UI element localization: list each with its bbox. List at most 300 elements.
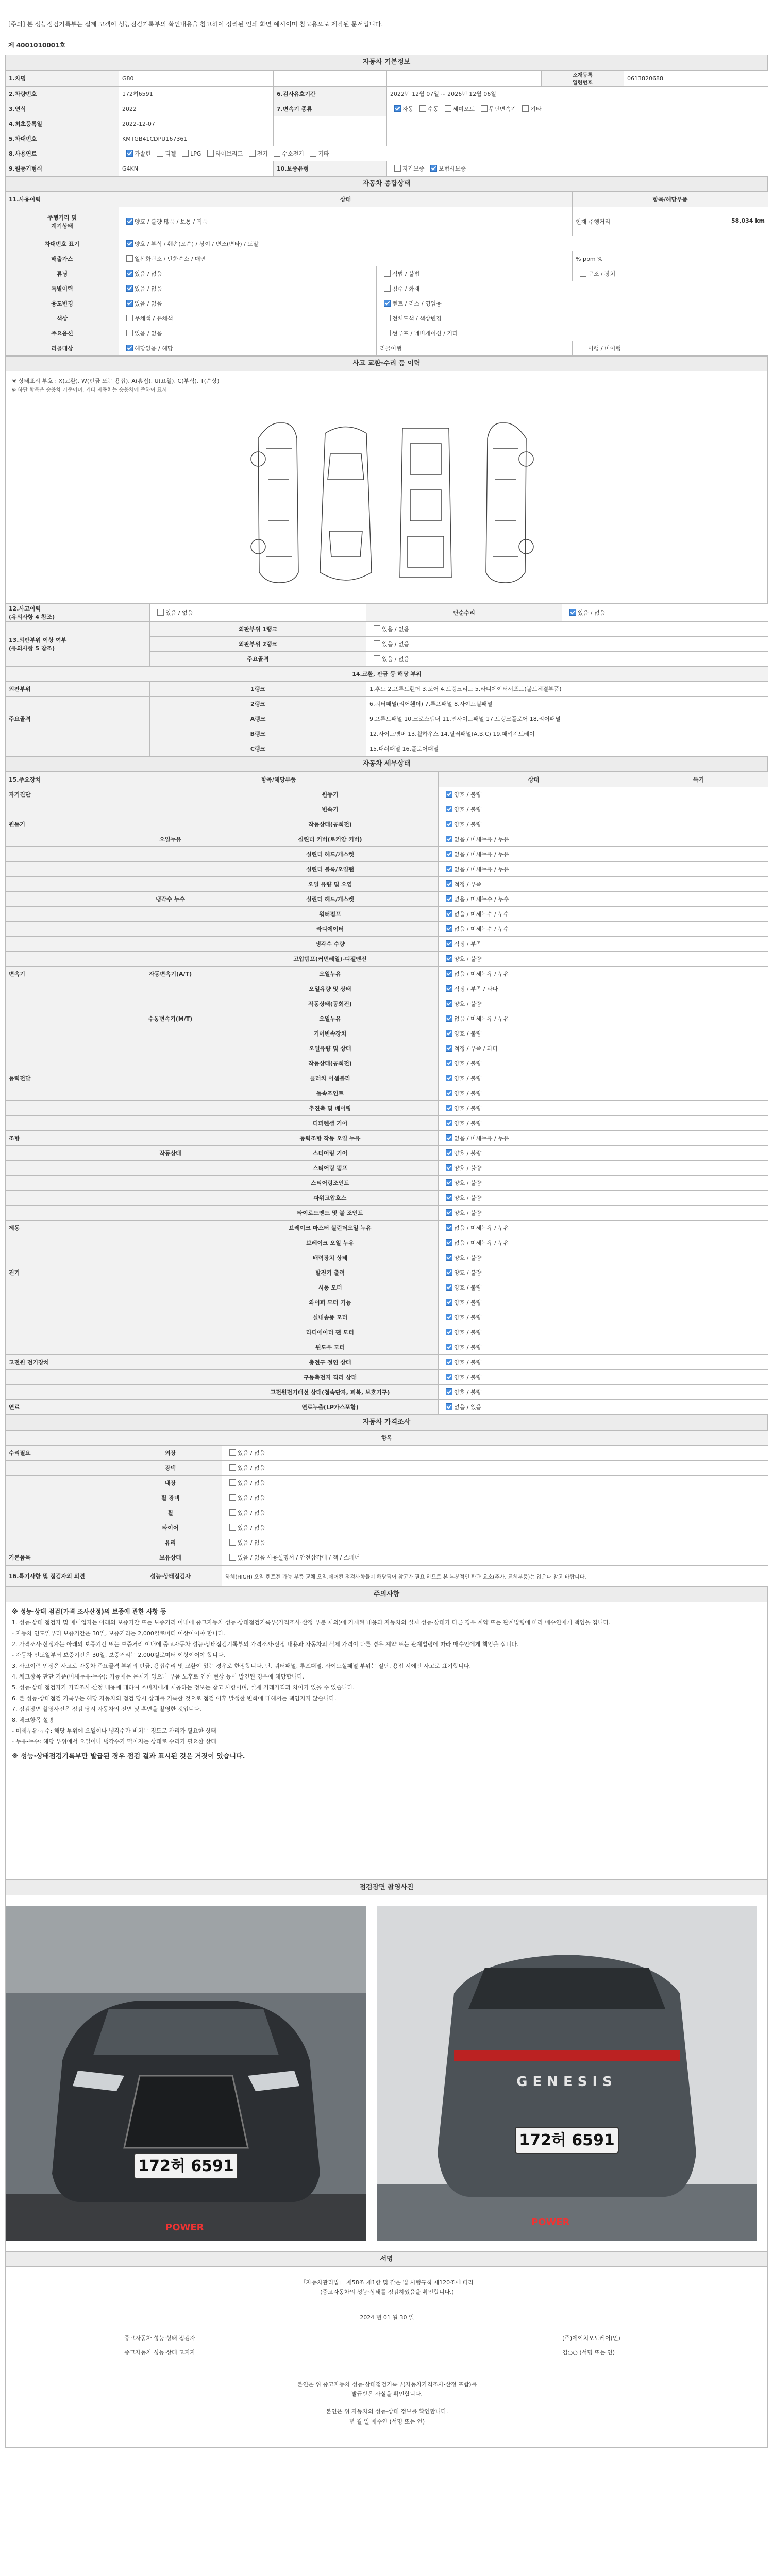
checkbox-icon[interactable] <box>446 1388 452 1395</box>
summary-table <box>5 1565 768 1587</box>
detail-head-device: 15.주요장치 <box>6 772 119 787</box>
detail-note <box>629 1235 768 1250</box>
section-sign-title: 서명 <box>5 2251 768 2267</box>
note-item: 8. 체크항목 설명 <box>12 1717 54 1723</box>
checkbox-icon[interactable] <box>446 1075 452 1081</box>
price-row <box>6 1535 768 1550</box>
section-damage-title: 사고 교환·수리 등 이력 <box>5 356 768 371</box>
opt-label: 하이브리드 <box>215 150 243 157</box>
detail-group <box>6 1011 119 1026</box>
checkbox-icon[interactable] <box>310 150 316 157</box>
checkbox-icon[interactable] <box>419 105 426 112</box>
detail-group: 연료 <box>6 1400 119 1415</box>
detail-state <box>439 1340 629 1355</box>
sign-box <box>5 2267 768 2448</box>
value-car-name: G80 <box>119 71 274 87</box>
state-text: 양호 / 불량 <box>454 1374 482 1381</box>
detail-item: 디퍼렌셜 기어 <box>222 1116 439 1131</box>
accident-state <box>150 604 366 622</box>
checkbox-icon[interactable] <box>384 270 391 277</box>
overall-head-usage: 11.사용이력 <box>6 192 119 207</box>
checkbox-icon[interactable] <box>569 609 576 616</box>
report-wrapper <box>5 0 768 2448</box>
checkbox-icon[interactable] <box>126 240 133 247</box>
detail-item: 파워고압호스 <box>222 1191 439 1206</box>
opt-label: 기타 <box>318 150 329 157</box>
checkbox-icon[interactable] <box>126 285 133 292</box>
section-notes-title: 주의사항 <box>5 1587 768 1602</box>
checkbox-icon[interactable] <box>446 1329 452 1335</box>
state-text: 없음 / 미세누유 / 누유 <box>454 1135 509 1142</box>
checkbox-icon[interactable] <box>126 300 133 307</box>
checkbox-icon[interactable] <box>207 150 214 157</box>
checkbox-icon[interactable] <box>446 1374 452 1380</box>
rank-label: 주요골격 <box>150 652 366 667</box>
checkbox-icon[interactable] <box>374 625 380 632</box>
detail-state <box>439 787 629 802</box>
detail-group <box>6 1385 119 1400</box>
checkbox-icon[interactable] <box>229 1449 236 1456</box>
detail-sub <box>119 877 222 892</box>
detail-head-note: 특기 <box>629 772 768 787</box>
checkbox-icon[interactable] <box>445 105 451 112</box>
state-text: 없음 / 미세누수 / 누수 <box>454 926 509 933</box>
checkbox-icon[interactable] <box>446 955 452 962</box>
checkbox-icon[interactable] <box>446 1403 452 1410</box>
detail-item: 시동 모터 <box>222 1280 439 1295</box>
checkbox-icon[interactable] <box>446 1015 452 1022</box>
checkbox-icon[interactable] <box>182 150 189 157</box>
checkbox-icon[interactable] <box>580 345 586 351</box>
checkbox-icon[interactable] <box>446 1120 452 1126</box>
detail-state <box>439 1101 629 1116</box>
detail-note <box>629 862 768 877</box>
state-text: 적정 / 부족 / 과다 <box>454 1045 498 1052</box>
photos-box <box>5 1895 768 2251</box>
checkbox-icon[interactable] <box>157 150 163 157</box>
row-note <box>377 326 768 341</box>
section-overall-title: 자동차 종합상태 <box>5 176 768 192</box>
state-text: 양호 / 불량 <box>454 1255 482 1261</box>
checkbox-icon[interactable] <box>481 105 488 112</box>
note-item: - 누유·누수: 해당 부위에서 오일이나 냉각수가 떨어지는 상태로 수리가 필요한 상태 <box>12 1738 216 1745</box>
checkbox-icon[interactable] <box>394 165 401 172</box>
detail-note <box>629 1086 768 1101</box>
detail-row <box>6 1221 768 1235</box>
checkbox-icon[interactable] <box>274 150 280 157</box>
label-engine: 9.원동기형식 <box>6 161 119 176</box>
detail-state <box>439 1310 629 1325</box>
detail-note <box>629 1385 768 1400</box>
state-text: 있음 / 없음 <box>382 626 410 633</box>
row-note <box>377 296 768 311</box>
overall-head-state: 상태 <box>119 192 573 207</box>
checkbox-icon[interactable] <box>126 255 133 262</box>
checkbox-icon[interactable] <box>126 218 133 225</box>
rear-photo <box>377 1906 757 2241</box>
detail-item: 오일 유량 및 오염 <box>222 877 439 892</box>
detail-group <box>6 1026 119 1041</box>
section-detail-title: 자동차 세부상태 <box>5 756 768 772</box>
price-row <box>6 1550 768 1565</box>
value-vin: KMTGB41CDPU167361 <box>119 131 274 146</box>
checkbox-icon[interactable] <box>522 105 529 112</box>
detail-sub <box>119 1385 222 1400</box>
detail-sub <box>119 1400 222 1415</box>
detail-group <box>6 802 119 817</box>
detail-sub <box>119 817 222 832</box>
checkbox-icon[interactable] <box>446 821 452 827</box>
detail-item: 작동상태(공회전) <box>222 817 439 832</box>
row-note <box>377 311 768 326</box>
detail-row <box>6 892 768 907</box>
state-text: 무채색 / 유채색 <box>135 315 173 322</box>
row-label: 용도변경 <box>6 296 119 311</box>
detail-item: 작동상태(공회전) <box>222 1056 439 1071</box>
note-item: - 미세누유·누수: 해당 부위에 오일이나 냉각수가 비치는 정도로 관리가 필요한 상태 <box>12 1727 216 1734</box>
serial-number: 0613820688 <box>624 71 768 87</box>
detail-row <box>6 1131 768 1146</box>
detail-note <box>629 952 768 967</box>
front-car-photo <box>6 1906 366 2241</box>
checkbox-icon[interactable] <box>446 1194 452 1201</box>
checkbox-icon[interactable] <box>384 285 391 292</box>
detail-group <box>6 1310 119 1325</box>
checkbox-icon[interactable] <box>446 970 452 977</box>
checkbox-icon[interactable] <box>249 150 256 157</box>
checkbox-icon[interactable] <box>446 1134 452 1141</box>
value-first-reg: 2022-12-07 <box>119 116 274 131</box>
detail-item: 라디에이터 팬 모터 <box>222 1325 439 1340</box>
row-label: 주요옵션 <box>6 326 119 341</box>
detail-state <box>439 847 629 862</box>
detail-note <box>629 1400 768 1415</box>
overall-table <box>5 192 768 356</box>
label-vin: 5.차대번호 <box>6 131 119 146</box>
value-inspection-period: 2022년 12월 07일 ~ 2026년 12월 06일 <box>387 87 768 101</box>
detail-row <box>6 1026 768 1041</box>
state-text: 있음 / 없음 <box>238 1495 265 1501</box>
checkbox-icon[interactable] <box>384 315 391 321</box>
state-text: 양호 / 불량 <box>454 1359 482 1366</box>
detail-state <box>439 1400 629 1415</box>
checkbox-icon[interactable] <box>580 270 586 277</box>
parts-items: 12.사이드멤버 13.휠하우스 14.필러패널(A,B,C) 19.패키지트레이 <box>366 726 768 741</box>
checkbox-icon[interactable] <box>229 1464 236 1471</box>
detail-note <box>629 1026 768 1041</box>
detail-item: 윈도우 모터 <box>222 1340 439 1355</box>
checkbox-icon[interactable] <box>446 940 452 947</box>
checkbox-icon[interactable] <box>446 836 452 842</box>
detail-group <box>6 1235 119 1250</box>
extra-text: 구조 / 장치 <box>588 270 616 277</box>
state-text: 양호 / 불량 <box>454 1344 482 1351</box>
checkbox-icon[interactable] <box>446 806 452 812</box>
detail-note <box>629 1056 768 1071</box>
price-item: 내장 <box>119 1476 222 1490</box>
detail-group: 변속기 <box>6 967 119 981</box>
state-text: 없음 / 미세누유 / 누유 <box>454 1240 509 1246</box>
detail-sub: 오일누유 <box>119 832 222 847</box>
detail-sub <box>119 907 222 922</box>
detail-row <box>6 1041 768 1056</box>
fuel-options <box>119 146 768 161</box>
checkbox-icon[interactable] <box>126 270 133 277</box>
checkbox-icon[interactable] <box>126 345 133 351</box>
detail-sub <box>119 922 222 937</box>
detail-state <box>439 1056 629 1071</box>
detail-sub <box>119 1370 222 1385</box>
detail-state <box>439 817 629 832</box>
damage-diagram <box>5 371 768 603</box>
checkbox-icon[interactable] <box>446 880 452 887</box>
checkbox-icon[interactable] <box>446 910 452 917</box>
detail-note <box>629 1370 768 1385</box>
detail-group <box>6 1086 119 1101</box>
checkbox-icon[interactable] <box>229 1479 236 1486</box>
state-text: 양호 / 부식 / 훼손(오손) / 상이 / 변조(변타) / 도말 <box>135 241 259 247</box>
opt-label: 세미오토 <box>452 106 475 112</box>
detail-row <box>6 1071 768 1086</box>
parts-title: 14.교환, 판금 등 해당 부위 <box>6 667 768 682</box>
detail-group <box>6 1370 119 1385</box>
row-state <box>119 236 768 251</box>
checkbox-icon[interactable] <box>446 1239 452 1246</box>
state-text: 양호 / 불량 <box>454 821 482 828</box>
detail-group <box>6 862 119 877</box>
checkbox-icon[interactable] <box>374 655 380 662</box>
checkbox-icon[interactable] <box>446 1045 452 1052</box>
extra-text: 이행 / 미이행 <box>588 345 621 352</box>
checkbox-icon[interactable] <box>229 1524 236 1531</box>
detail-row <box>6 1176 768 1191</box>
state-text: 없음 / 있음 <box>454 1404 482 1411</box>
note-item: 1. 성능·상태 점검자 및 매매업자는 아래의 보증기간 또는 보증거리 이내에 중고자동차 성능·상태점검기록부(가격조사·산정 부분 제외)에 기재된 내용과 자동차의 실제 성능·상태가 다른 경우 계약 또는 관계법령에 따라 매수인에게 책임을 집니다. <box>12 1619 611 1626</box>
checkbox-icon[interactable] <box>126 315 133 321</box>
detail-note <box>629 996 768 1011</box>
mileage-value: 58,034 km <box>731 217 765 224</box>
detail-row <box>6 967 768 981</box>
state-text: 양호 / 불량 <box>454 1001 482 1007</box>
detail-note <box>629 787 768 802</box>
checkbox-icon[interactable] <box>446 1000 452 1007</box>
detail-sub: 수동변속기(M/T) <box>119 1011 222 1026</box>
note-text: 침수 / 화재 <box>392 285 420 292</box>
checkbox-icon[interactable] <box>446 925 452 932</box>
state-text: 있음 / 없음 <box>238 1465 265 1471</box>
state-text: 없음 / 미세누유 / 누유 <box>454 1225 509 1231</box>
checkbox-icon[interactable] <box>446 895 452 902</box>
row-state <box>119 326 377 341</box>
parts-items: 6.쿼터패널(리어휀더) 7.루프패널 8.사이드실패널 <box>366 697 768 711</box>
opt-label: 수소전기 <box>282 150 304 157</box>
detail-head-state: 상태 <box>439 772 629 787</box>
warranty-options <box>387 161 768 176</box>
detail-row <box>6 832 768 847</box>
checkbox-icon[interactable] <box>446 1105 452 1111</box>
checkbox-icon[interactable] <box>446 1299 452 1306</box>
note-text: 전체도색 / 색상변경 <box>392 315 442 322</box>
checkbox-icon[interactable] <box>374 640 380 647</box>
state-text: 양호 / 불량 <box>454 956 482 962</box>
checkbox-icon[interactable] <box>229 1554 236 1561</box>
checkbox-icon[interactable] <box>446 1314 452 1320</box>
detail-group <box>6 996 119 1011</box>
row-state <box>119 266 377 281</box>
state-text: 있음 / 없음 <box>238 1510 265 1516</box>
detail-state <box>439 937 629 952</box>
detail-state <box>439 922 629 937</box>
opt-label: 보험사보증 <box>439 165 466 172</box>
detail-state <box>439 892 629 907</box>
detail-item: 스티어링조인트 <box>222 1176 439 1191</box>
detail-state <box>439 877 629 892</box>
price-group <box>6 1535 119 1550</box>
detail-note <box>629 1116 768 1131</box>
rank-state <box>366 622 768 637</box>
checker2-label: 중고자동차 성능·상태 고지자 <box>124 2349 196 2356</box>
checkbox-icon[interactable] <box>446 1149 452 1156</box>
checkbox-icon[interactable] <box>384 330 391 336</box>
checkbox-icon[interactable] <box>394 105 401 112</box>
parts-rank: B랭크 <box>150 726 366 741</box>
detail-item: 발전기 출력 <box>222 1265 439 1280</box>
checkbox-icon[interactable] <box>157 609 164 616</box>
state-text: 있음 / 없음 <box>135 330 162 337</box>
parts-items: 9.프론트패널 10.크로스멤버 11.인사이드패널 17.트렁크플로어 18.리어패널 <box>366 711 768 726</box>
detail-sub <box>119 1026 222 1041</box>
checkbox-icon[interactable] <box>446 985 452 992</box>
checkbox-icon[interactable] <box>446 791 452 798</box>
price-row <box>6 1461 768 1476</box>
detail-note <box>629 1191 768 1206</box>
detail-note <box>629 1340 768 1355</box>
price-item: 광택 <box>119 1461 222 1476</box>
checkbox-icon[interactable] <box>126 150 133 157</box>
detail-note <box>629 1295 768 1310</box>
parts-items: 15.대쉬패널 16.플로어패널 <box>366 741 768 756</box>
detail-state <box>439 1280 629 1295</box>
checkbox-icon[interactable] <box>446 1030 452 1037</box>
detail-item: 브레이크 마스터 실린더오일 누유 <box>222 1221 439 1235</box>
detail-group: 제동 <box>6 1221 119 1235</box>
price-state <box>222 1535 768 1550</box>
detail-sub <box>119 1235 222 1250</box>
detail-sub <box>119 937 222 952</box>
checkbox-icon[interactable] <box>446 1060 452 1066</box>
detail-sub <box>119 1116 222 1131</box>
detail-note <box>629 907 768 922</box>
checkbox-icon[interactable] <box>446 1254 452 1261</box>
note-item: 7. 점검장면 촬영사진은 점검 당시 자동차의 전면 및 후면을 촬영한 것입니다. <box>12 1706 201 1713</box>
row-state <box>119 341 377 356</box>
detail-row <box>6 1101 768 1116</box>
checkbox-icon[interactable] <box>446 851 452 857</box>
checker2-sign: 김○○ (서명 또는 인) <box>562 2349 615 2356</box>
detail-sub: 자동변속기(A/T) <box>119 967 222 981</box>
detail-item: 원동기 <box>222 787 439 802</box>
detail-item: 스티어링 기어 <box>222 1146 439 1161</box>
detail-row <box>6 937 768 952</box>
price-item: 휠 광택 <box>119 1490 222 1505</box>
detail-item: 추진축 및 베어링 <box>222 1101 439 1116</box>
detail-state <box>439 1250 629 1265</box>
note-item: - 자동차 인도일부터 보증기간은 30일, 보증거리는 2,000킬로미터 이상이어야 합니다. <box>12 1630 225 1637</box>
detail-note <box>629 847 768 862</box>
detail-row <box>6 1340 768 1355</box>
checkbox-icon[interactable] <box>446 1224 452 1231</box>
row-label: 색상 <box>6 311 119 326</box>
detail-note <box>629 1041 768 1056</box>
state-text: 없음 / 미세누유 / 누유 <box>454 851 509 858</box>
price-group <box>6 1520 119 1535</box>
detail-note <box>629 922 768 937</box>
detail-sub <box>119 1071 222 1086</box>
note-text: 렌트 / 리스 / 영업용 <box>392 300 442 307</box>
checkbox-icon[interactable] <box>446 1359 452 1365</box>
detail-sub <box>119 802 222 817</box>
state-text: 있음 / 없음 <box>382 641 410 648</box>
checkbox-icon[interactable] <box>446 1284 452 1291</box>
row-label: 배출가스 <box>6 251 119 266</box>
row-state <box>119 251 573 266</box>
parts-group: 주요골격 <box>6 711 150 726</box>
checkbox-icon[interactable] <box>446 1164 452 1171</box>
detail-state <box>439 952 629 967</box>
opt-label: 자동 <box>402 106 414 112</box>
checkbox-icon[interactable] <box>446 1179 452 1186</box>
overall-head-item: 항목/해당부품 <box>573 192 768 207</box>
detail-group: 동력전달 <box>6 1071 119 1086</box>
accident-label: 12.사고이력 (유의사항 4 참조) <box>6 604 150 622</box>
detail-note <box>629 877 768 892</box>
state-text: 양호 / 불량 <box>454 1389 482 1396</box>
detail-item: 라디에이터 <box>222 922 439 937</box>
checkbox-icon[interactable] <box>446 1090 452 1096</box>
checkbox-icon[interactable] <box>446 1269 452 1276</box>
state-text: 양호 / 불량 <box>454 1269 482 1276</box>
checkbox-icon[interactable] <box>229 1494 236 1501</box>
detail-row <box>6 1310 768 1325</box>
state-text: 있음 / 없음 <box>578 609 606 616</box>
checkbox-icon[interactable] <box>446 1209 452 1216</box>
detail-sub <box>119 862 222 877</box>
detail-group <box>6 1325 119 1340</box>
checkbox-icon[interactable] <box>126 330 133 336</box>
checkbox-icon[interactable] <box>229 1509 236 1516</box>
state-text: 있음 / 없음 <box>135 285 162 292</box>
detail-item: 오일누유 <box>222 1011 439 1026</box>
detail-row <box>6 996 768 1011</box>
checkbox-icon[interactable] <box>430 165 437 172</box>
front-plate-text: 172허 6591 <box>138 2157 234 2175</box>
state-text: 없음 / 미세누수 / 누수 <box>454 896 509 903</box>
summary-item: 성능·상태점검자 <box>119 1566 222 1587</box>
checkbox-icon[interactable] <box>229 1539 236 1546</box>
transmission-options <box>387 101 768 116</box>
price-row <box>6 1476 768 1490</box>
checkbox-icon[interactable] <box>446 1344 452 1350</box>
label-car-name: 1.차명 <box>6 71 119 87</box>
price-row <box>6 1520 768 1535</box>
checkbox-icon[interactable] <box>446 866 452 872</box>
opt-label: LPG <box>190 150 201 157</box>
detail-item: 배력장치 상태 <box>222 1250 439 1265</box>
title-box: 소재등록 일련번호 <box>542 71 624 87</box>
basic-info-table <box>5 70 768 176</box>
checkbox-icon[interactable] <box>384 300 391 307</box>
price-row <box>6 1505 768 1520</box>
